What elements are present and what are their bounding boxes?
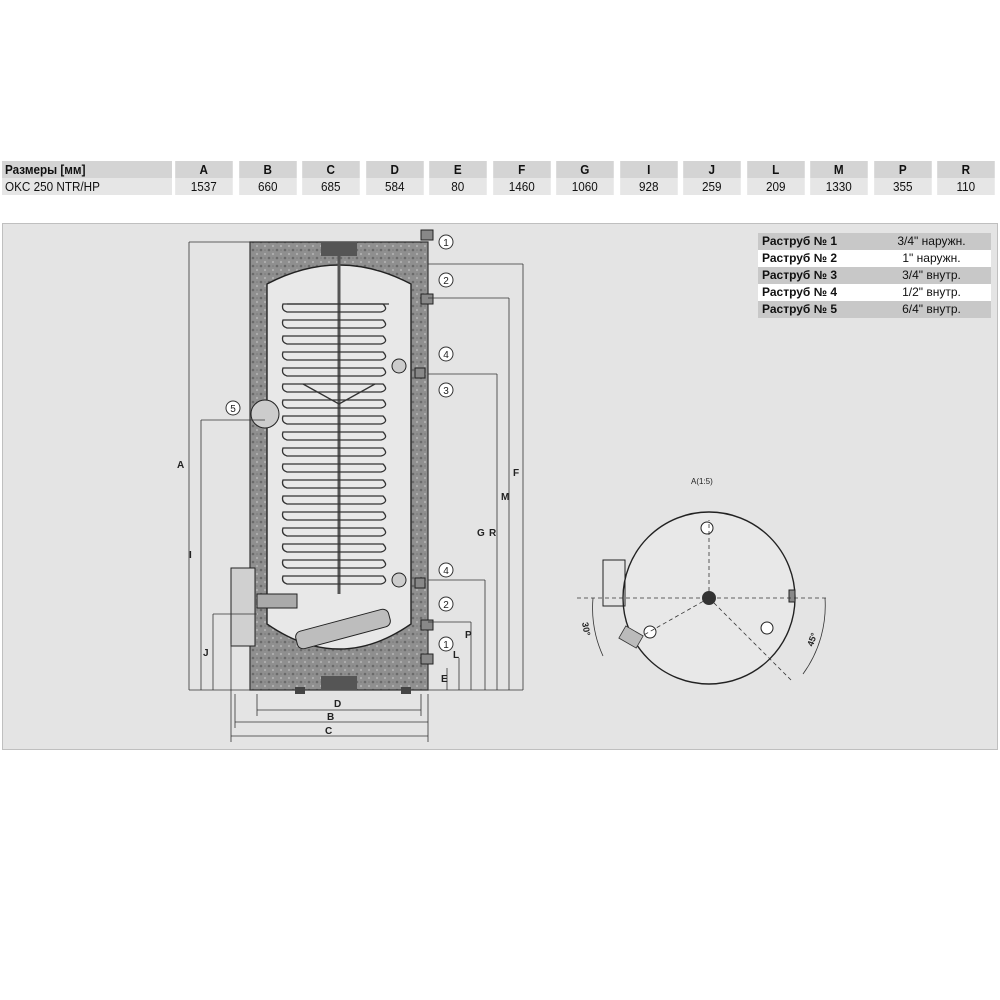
dim-label-j: J bbox=[203, 648, 209, 659]
dim-col-c: C bbox=[302, 161, 359, 178]
dim-col-b: B bbox=[239, 161, 296, 178]
connection-value: 1" наружн. bbox=[872, 250, 991, 267]
marker-5 bbox=[226, 401, 240, 415]
angle-label-left: 30° bbox=[580, 621, 593, 637]
dimensions-header-row bbox=[2, 161, 998, 178]
dim-value-g: 1060 bbox=[556, 178, 613, 195]
dim-label-c: C bbox=[325, 726, 333, 737]
dim-label-e: E bbox=[441, 674, 448, 685]
connection-row-2 bbox=[758, 250, 991, 267]
dim-value-l: 209 bbox=[747, 178, 804, 195]
marker-2-bottom-label: 2 bbox=[443, 600, 449, 611]
connection-value: 3/4" наружн. bbox=[872, 233, 991, 250]
model-name: OKC 250 NTR/HP bbox=[2, 178, 172, 195]
connection-label: Раструб № 4 bbox=[758, 284, 872, 301]
connection-row-3 bbox=[758, 267, 991, 284]
sensor-port-lower bbox=[392, 573, 406, 587]
top-view-stub bbox=[789, 590, 795, 602]
dim-value-p: 355 bbox=[874, 178, 931, 195]
dim-col-g: G bbox=[556, 161, 613, 178]
marker-4-top-label: 4 bbox=[443, 350, 449, 361]
top-view-bracket bbox=[603, 560, 625, 606]
heater-flange bbox=[257, 594, 297, 608]
dim-col-l: L bbox=[747, 161, 804, 178]
top-view-port-left bbox=[644, 626, 656, 638]
marker-2-bottom bbox=[439, 597, 453, 611]
marker-1-bottom bbox=[439, 637, 453, 651]
connections-table bbox=[758, 233, 991, 318]
dim-col-r: R bbox=[938, 161, 995, 178]
dim-label-g: G bbox=[477, 528, 485, 539]
dim-label-m: M bbox=[501, 492, 510, 503]
top-view-port-top bbox=[701, 522, 713, 534]
dim-label-a: A bbox=[177, 460, 185, 471]
marker-4-bottom-label: 4 bbox=[443, 566, 449, 577]
dim-col-j: J bbox=[683, 161, 740, 178]
top-view-port-right bbox=[761, 622, 773, 634]
marker-1-top-label: 1 bbox=[443, 238, 449, 249]
dim-label-d: D bbox=[334, 699, 342, 710]
dim-label-r: R bbox=[489, 528, 497, 539]
dim-value-e: 80 bbox=[429, 178, 486, 195]
marker-1-top bbox=[439, 235, 453, 249]
dim-value-j: 259 bbox=[683, 178, 740, 195]
marker-2-top bbox=[439, 273, 453, 287]
marker-2-top-label: 2 bbox=[443, 276, 449, 287]
dimensions-value-row bbox=[2, 178, 998, 195]
marker-4-bottom bbox=[439, 563, 453, 577]
dim-value-m: 1330 bbox=[810, 178, 867, 195]
bottom-cap bbox=[321, 676, 357, 690]
foot-left bbox=[295, 687, 305, 694]
dim-value-a: 1537 bbox=[175, 178, 232, 195]
dim-col-a: A bbox=[175, 161, 232, 178]
marker-4-top bbox=[439, 347, 453, 361]
sensor-port-upper bbox=[392, 359, 406, 373]
view-label: A(1:5) bbox=[691, 477, 713, 486]
dim-label-p: P bbox=[465, 630, 472, 641]
marker-3 bbox=[439, 383, 453, 397]
marker-1-bottom-label: 1 bbox=[443, 640, 449, 651]
dim-col-i: I bbox=[620, 161, 677, 178]
dim-label-f: F bbox=[513, 468, 520, 479]
connection-row-1 bbox=[758, 233, 991, 250]
dim-value-c: 685 bbox=[302, 178, 359, 195]
top-view bbox=[577, 477, 829, 684]
connection-value: 1/2" внутр. bbox=[872, 284, 991, 301]
dim-value-d: 584 bbox=[366, 178, 423, 195]
marker-5-label: 5 bbox=[230, 404, 236, 415]
dim-label-l: L bbox=[453, 650, 460, 661]
dim-value-f: 1460 bbox=[493, 178, 550, 195]
connection-row-5 bbox=[758, 301, 991, 318]
foot-right bbox=[401, 687, 411, 694]
connection-value: 6/4" внутр. bbox=[872, 301, 991, 318]
dim-label-i: I bbox=[189, 550, 192, 561]
connection-label: Раструб № 2 bbox=[758, 250, 872, 267]
dim-col-d: D bbox=[366, 161, 423, 178]
dimensions-header-label: Размеры [мм] bbox=[2, 161, 172, 178]
dim-value-r: 110 bbox=[938, 178, 995, 195]
side-port-5 bbox=[251, 400, 279, 428]
top-cap bbox=[321, 242, 357, 256]
tank-section bbox=[231, 230, 433, 694]
marker-3-label: 3 bbox=[443, 386, 449, 397]
dim-label-b: B bbox=[327, 712, 335, 723]
dim-col-p: P bbox=[874, 161, 931, 178]
connection-value: 3/4" внутр. bbox=[872, 267, 991, 284]
dimensions-table bbox=[2, 161, 998, 195]
connection-label: Раструб № 3 bbox=[758, 267, 872, 284]
connection-row-4 bbox=[758, 284, 991, 301]
connection-label: Раструб № 5 bbox=[758, 301, 872, 318]
dim-value-b: 660 bbox=[239, 178, 296, 195]
thermostat-housing bbox=[231, 568, 255, 646]
dim-value-i: 928 bbox=[620, 178, 677, 195]
angle-label-right: 45° bbox=[805, 631, 820, 648]
dim-col-e: E bbox=[429, 161, 486, 178]
dim-col-m: M bbox=[810, 161, 867, 178]
dim-col-f: F bbox=[493, 161, 550, 178]
connection-label: Раструб № 1 bbox=[758, 233, 872, 250]
